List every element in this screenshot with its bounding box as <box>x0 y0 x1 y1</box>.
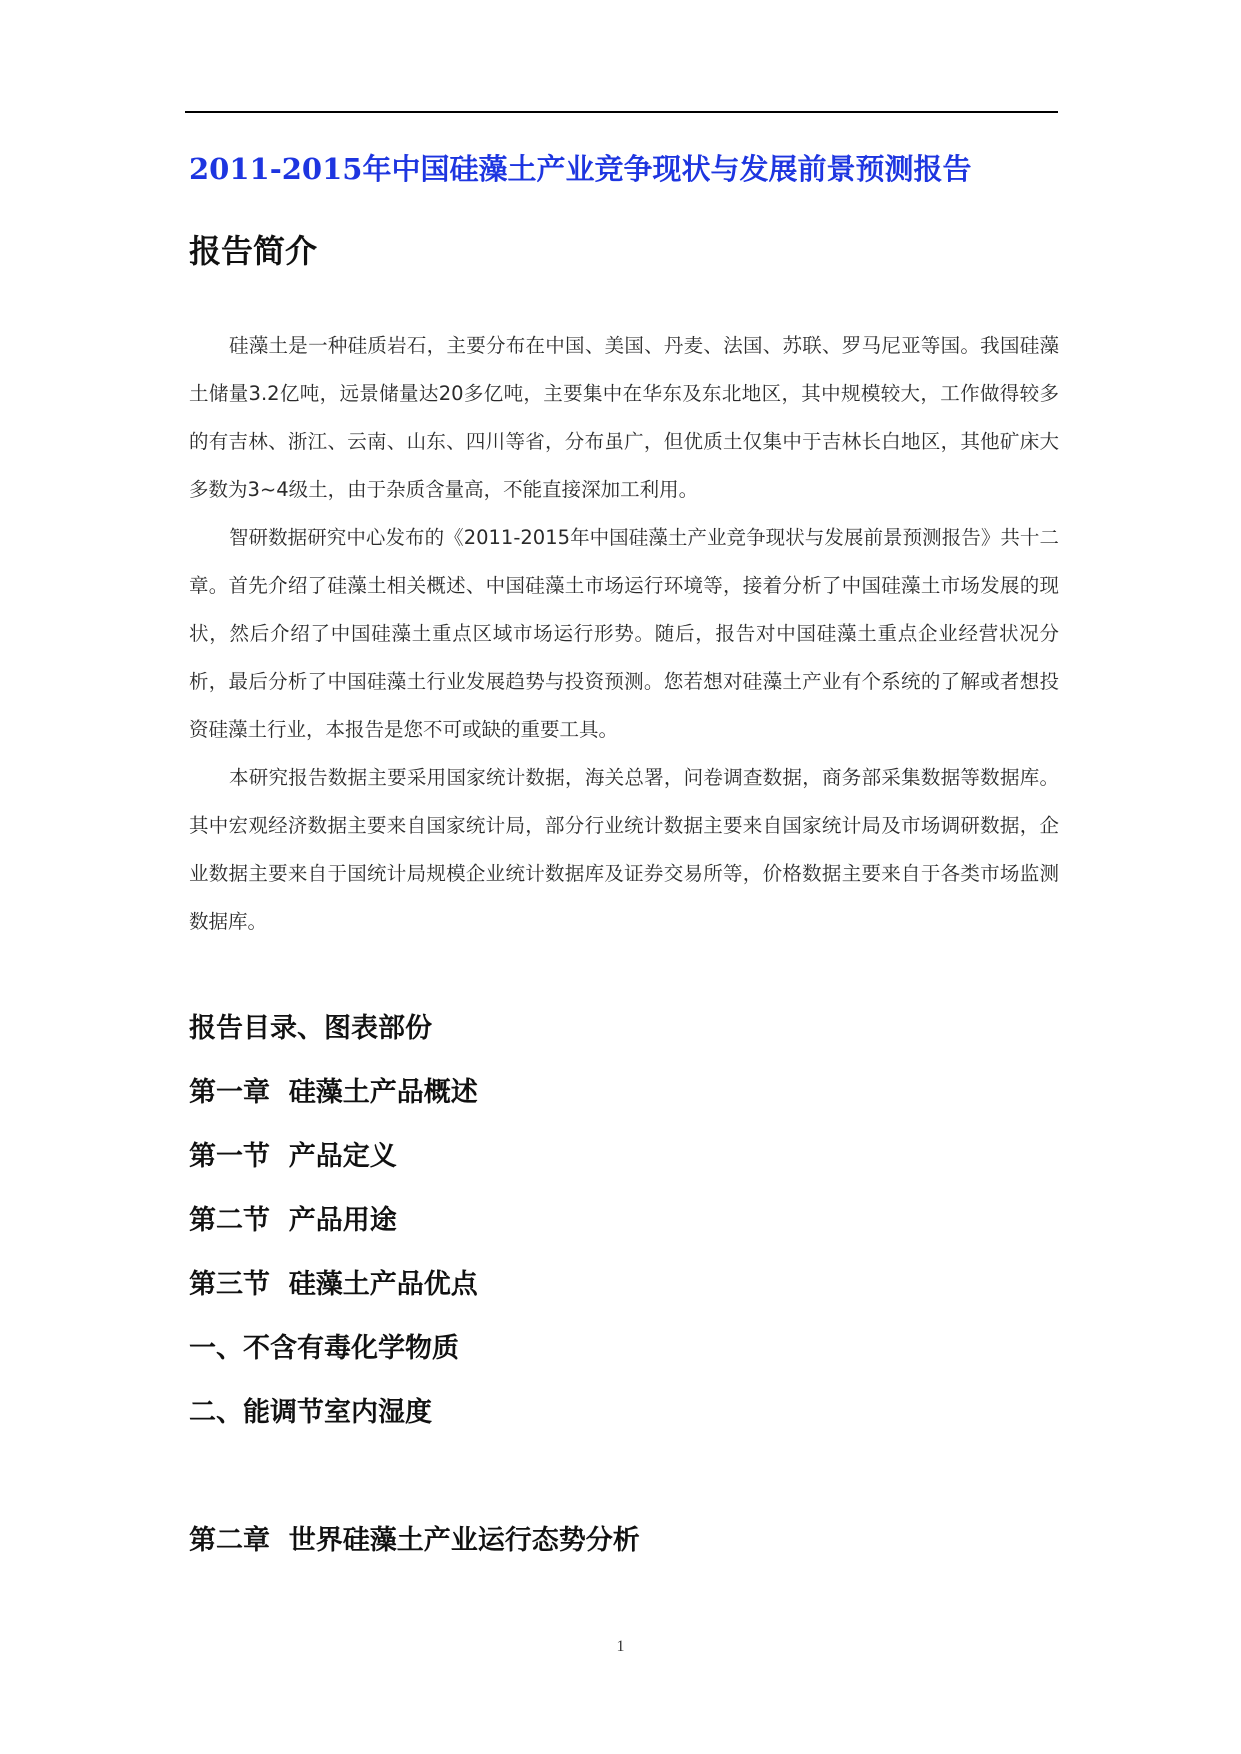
report-title: 2011-2015年中国硅藻土产业竞争现状与发展前景预测报告 <box>189 152 972 186</box>
page-number: 1 <box>616 1638 625 1655</box>
intro-paragraph: 智研数据研究中心发布的《2011-2015年中国硅藻土产业竞争现状与发展前景预测报告》共十二章。首先介绍了硅藻土相关概述、中国硅藻土市场运行环境等，接着分析了中国硅藻土市场发展的现状，然后介绍了中国硅藻土重点区域市场运行形势。随后，报告对中国硅藻土重点企业经营状况分析，最后分析了中国硅藻土行业发展趋势与投资预测。您若想对硅藻土产业有个系统的了解或者想投资硅藻土行业，本报告是您不可或缺的重要工具。 <box>189 526 1059 741</box>
toc-section: 第二节 产品用途 <box>189 1205 397 1236</box>
toc-heading: 报告目录、图表部份 <box>189 1013 432 1044</box>
intro-body <box>189 322 1059 946</box>
header-rule <box>185 111 1058 113</box>
intro-heading: 报告简介 <box>189 232 318 270</box>
toc-section: 第一节 产品定义 <box>189 1141 397 1172</box>
intro-paragraph: 本研究报告数据主要采用国家统计数据，海关总署，问卷调查数据，商务部采集数据等数据库。其中宏观经济数据主要来自国家统计局，部分行业统计数据主要来自国家统计局及市场调研数据，企业数据主要来自于国统计局规模企业统计数据库及证券交易所等，价格数据主要来自于各类市场监测数据库。 <box>189 766 1059 933</box>
toc-subitem: 一、不含有毒化学物质 <box>189 1333 459 1364</box>
toc-subitem: 二、能调节室内湿度 <box>189 1397 432 1428</box>
toc-chapter: 第一章 硅藻土产品概述 <box>189 1077 478 1108</box>
intro-paragraph: 硅藻土是一种硅质岩石，主要分布在中国、美国、丹麦、法国、苏联、罗马尼亚等国。我国硅藻土储量3.2亿吨，远景储量达20多亿吨，主要集中在华东及东北地区，其中规模较大，工作做得较多的有吉林、浙江、云南、山东、四川等省，分布虽广，但优质土仅集中于吉林长白地区，其他矿床大多数为3~4级土，由于杂质含量高，不能直接深加工利用。 <box>189 334 1059 501</box>
toc-section: 第三节 硅藻土产品优点 <box>189 1269 478 1300</box>
toc-chapter: 第二章 世界硅藻土产业运行态势分析 <box>189 1525 640 1556</box>
